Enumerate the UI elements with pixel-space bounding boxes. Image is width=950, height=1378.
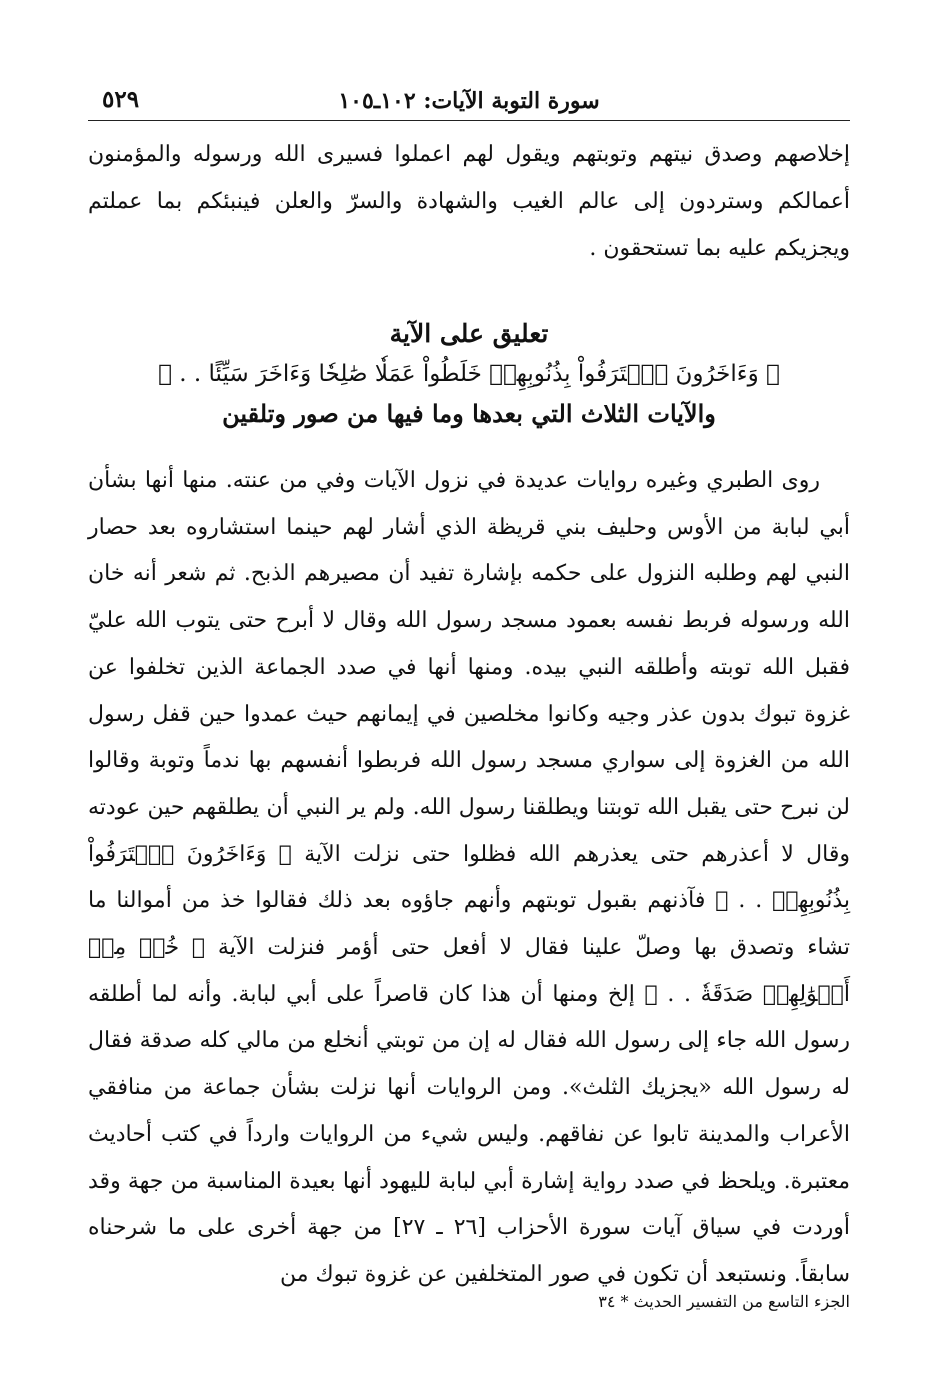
section-heading	[88, 314, 850, 434]
section-title: تعليق على الآية	[389, 319, 549, 348]
commentary-body	[88, 458, 850, 1299]
quoted-verse: ﴿ وَءَاخَرُونَ ٱعۡتَرَفُواْ بِذُنُوبِهِمۡ خَلَطُواْ عَمَلٗا صَٰلِحٗا وَءَاخَرَ سَيِّئًا . . ﴾	[158, 361, 780, 387]
book-page	[88, 86, 850, 1316]
intro-paragraph: إخلاصهم وصدق نيتهم وتوبتهم ويقول لهم اعملوا فسيرى الله ورسوله والمؤمنون أعمالكم وستردون إلى عالم الغيب والشهادة والسرّ والعلن فينبئكم بما عملتم ويجزيكم عليه بما تستحقون .	[88, 142, 850, 261]
page-number: ٥٢٩	[102, 86, 140, 113]
page-header	[88, 86, 850, 121]
running-title: سورة التوبة الآيات: ١٠٢ـ١٠٥	[338, 88, 600, 114]
page-footer: الجزء التاسع من التفسير الحديث * ٣٤	[598, 1292, 850, 1311]
section-subtitle: والآيات الثلاث التي بعدها وما فيها من صور وتلقين	[222, 399, 716, 428]
commentary-paragraph: روى الطبري وغيره روايات عديدة في نزول الآيات وفي من عنته. منها أنها بشأن أبي لبابة من الأوس وحليف بني قريظة الذي أشار لهم حينما استشاروه بعد حصار النبي لهم وطلبه النزول على حكمه بإشارة تفيد أن مصيرهم الذبح. ثم شعر أنه خان الله ورسوله فربط نفسه بعمود مسجد رسول الله وقال لا أبرح حتى يتوب الله عليّ فقبل الله توبته وأطلقه النبي بيده. ومنها أنها في صدد الجماعة الذين تخلفوا عن غزوة تبوك بدون عذر وجيه وكانوا مخلصين في إيمانهم حيث عمدوا حين قفل رسول الله من الغزوة إلى سواري مسجد رسول الله فربطوا أنفسهم بها ندماً وتوبة وقالوا لن نبرح حتى يقبل الله توبتنا ويطلقنا رسول الله. ولم ير النبي أن يطلقهم حين عودته وقال لا أعذرهم حتى يعذرهم الله فظلوا حتى نزلت الآية ﴿ وَءَاخَرُونَ ٱعۡتَرَفُواْ بِذُنُوبِهِمۡ . . ﴾ فآذنهم بقبول توبتهم وأنهم جاؤوه بعد ذلك فقالوا خذ من أموالنا ما تشاء وتصدق بها وصلّ علينا فقال لا أفعل حتى أؤمر فنزلت الآية ﴿ خُذۡ مِنۡ أَمۡوَٰلِهِمۡ صَدَقَةٗ . . ﴾ إلخ ومنها أن هذا كان قاصراً على أبي لبابة. وأنه لما أطلقه رسول الله جاء إلى رسول الله فقال له إن من توبتي أنخلع من مالي كله صدقة فقال له رسول الله «يجزيك الثلث». ومن الروايات أنها نزلت بشأن جماعة من منافقي الأعراب والمدينة تابوا عن نفاقهم. وليس شيء من الروايات وارداً في كتب أحاديث معتبرة. ويلحظ في صدد رواية إشارة أبي لبابة لليهود أنها بعيدة المناسبة من جهة وقد أوردت في سياق آيات سورة الأحزاب [٢٦ ـ ٢٧] من جهة أخرى على ما شرحناه سابقاً. ونستبعد أن تكون في صور المتخلفين عن غزوة تبوك من	[88, 468, 851, 1287]
